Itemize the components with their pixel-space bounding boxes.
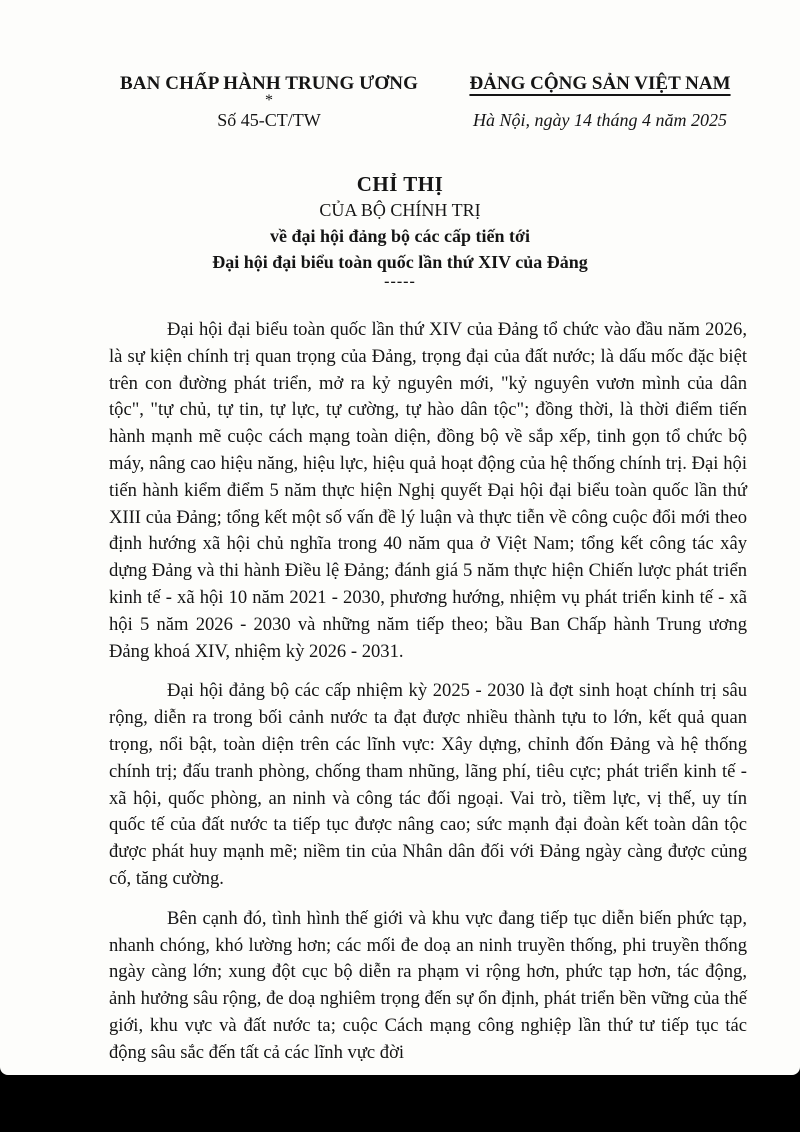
issuing-body-block <box>104 72 434 132</box>
document-type: CHỈ THỊ <box>356 172 444 196</box>
document-body <box>109 317 747 1075</box>
subject-line-2: Đại hội đại biểu toàn quốc lần thứ XIV của Đảng <box>212 252 588 272</box>
title-separator: ----- <box>384 273 416 290</box>
national-heading-block <box>452 72 748 132</box>
body-paragraph: Bên cạnh đó, tình hình thế giới và khu vực đang tiếp tục diễn biến phức tạp, nhanh chóng, khó lường hơn; các mối đe doạ an ninh truyền thống, phi truyền thống ngày càng lớn; xung đột cục bộ diễn ra phạm vi rộng hơn, phức tạp hơn, tác động, ảnh hưởng sâu rộng, đe doạ nghiêm trọng đến sự ổn định, phát triển bền vững của thế giới, khu vực và đất nước ta; cuộc Cách mạng công nghiệp lần thứ tư tiếp tục tác động sâu sắc đến tất cả các lĩnh vực đời <box>109 907 747 1063</box>
body-paragraph: Đại hội đại biểu toàn quốc lần thứ XIV của Đảng tổ chức vào đầu năm 2026, là sự kiện chính trị quan trọng của Đảng, trọng đại của đất nước; là dấu mốc đặc biệt trên con đường phát triển, mở ra kỷ nguyên mới, "kỷ nguyên vươn mình của dân tộc", "tự chủ, tự tin, tự lực, tự cường, tự hào dân tộc"; đồng thời, là thời điểm tiến hành mạnh mẽ cuộc cách mạng toàn diện, đồng bộ về sắp xếp, tinh gọn tổ chức bộ máy, nâng cao hiệu năng, hiệu lực, hiệu quả hoạt động của hệ thống chính trị. Đại hội tiến hành kiểm điểm 5 năm thực hiện Nghị quyết Đại hội đại biểu toàn quốc lần thứ XIII của Đảng; tổng kết một số vấn đề lý luận và thực tiễn về công cuộc đổi mới theo định hướng xã hội chủ nghĩa trong 40 năm qua ở Việt Nam; tổng kết công tác xây dựng Đảng và thi hành Điều lệ Đảng; đánh giá 5 năm thực hiện Chiến lược phát triển kinh tế - xã hội 10 năm 2021 - 2030, phương hướng, nhiệm vụ phát triển kinh tế - xã hội 5 năm 2026 - 2030 và những năm tiếp theo; bầu Ban Chấp hành Trung ương Đảng khoá XIV, nhiệm kỳ 2026 - 2031. <box>109 319 747 662</box>
body-paragraph: Đại hội đảng bộ các cấp nhiệm kỳ 2025 - 2030 là đợt sinh hoạt chính trị sâu rộng, diễn ra trong bối cảnh nước ta đạt được nhiều thành tựu to lớn, kết quả quan trọng, nổi bật, toàn diện trên các lĩnh vực: Xây dựng, chỉnh đốn Đảng và hệ thống chính trị; đấu tranh phòng, chống tham nhũng, lãng phí, tiêu cực; phát triển kinh tế - xã hội, quốc phòng, an ninh và công tác đối ngoại. Vai trò, tiềm lực, vị thế, uy tín quốc tế của đất nước ta tiếp tục được nâng cao; sức mạnh đại đoàn kết toàn dân tộc được phát huy mạnh mẽ; niềm tin của Nhân dân đối với Đảng ngày càng được củng cố, tăng cường. <box>109 680 747 889</box>
issuing-organization: BAN CHẤP HÀNH TRUNG ƯƠNG <box>120 73 418 94</box>
star-mark: * <box>265 92 273 109</box>
subject-line-1: về đại hội đảng bộ các cấp tiến tới <box>270 226 530 246</box>
document-title-block <box>100 170 700 289</box>
document-issuer: CỦA BỘ CHÍNH TRỊ <box>319 200 481 220</box>
place-date: Hà Nội, ngày 14 tháng 4 năm 2025 <box>473 110 727 130</box>
document-number: Số 45-CT/TW <box>217 110 321 130</box>
party-name: ĐẢNG CỘNG SẢN VIỆT NAM <box>469 73 731 94</box>
